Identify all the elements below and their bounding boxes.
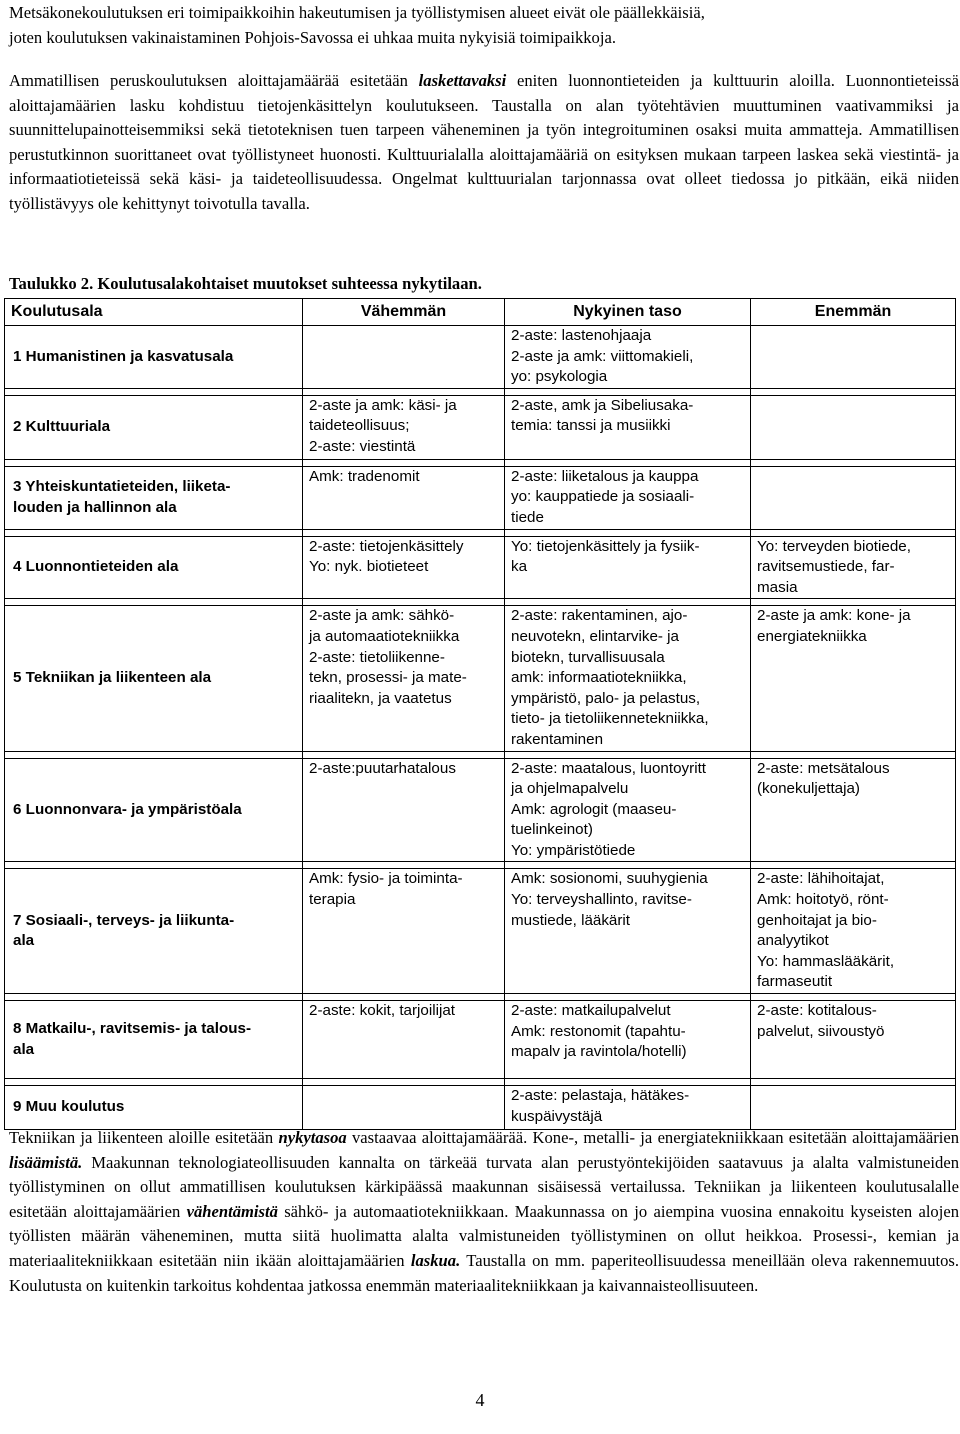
cell-line: 2 Kulttuuriala	[13, 417, 111, 435]
cell-line: 6 Luonnonvara- ja ympäristöala	[13, 800, 242, 818]
intro-paragraph-1-line-1: Metsäkonekoulutuksen eri toimipaikkoihin hakeutumisen ja työllistymisen alueet eivät ole päällekkäisiä,	[9, 3, 705, 22]
spacer-cell	[5, 862, 303, 869]
cell-line: genhoitajat ja bio-	[757, 911, 877, 929]
cell-line: tiede	[511, 508, 544, 526]
row-spacer	[5, 862, 956, 869]
row-spacer	[5, 751, 956, 758]
cell-vahemman	[303, 395, 505, 459]
cell-line: 5 Tekniikan ja liikenteen ala	[13, 669, 212, 687]
cell-line: yo: psykologia	[511, 368, 608, 386]
cell-koulutusala	[5, 869, 303, 994]
spacer-cell	[751, 862, 956, 869]
cell-line: Yo: tietojenkäsittely ja fysiik-	[511, 537, 700, 555]
cell-koulutusala	[5, 536, 303, 599]
cell-line: 2-aste ja amk: käsi- ja	[309, 396, 457, 414]
cell-line: Yo: ympäristötiede	[511, 841, 636, 859]
cell-line: taideteollisuus;	[309, 417, 410, 435]
cell-enemman	[751, 758, 956, 862]
cell-line: 2-aste, amk ja Sibeliusaka-	[511, 396, 694, 414]
education-field-table	[4, 298, 956, 1130]
cell-line: temia: tanssi ja musiikki	[511, 417, 671, 435]
cell-koulutusala	[5, 758, 303, 862]
spacer-cell	[5, 388, 303, 395]
cell-line: 2-aste: tietojenkäsittely	[309, 537, 464, 555]
cell-enemman	[751, 1001, 956, 1079]
emphasis-laskettavaksi: laskettavaksi	[418, 71, 507, 90]
cell-line: tuelinkeinot)	[511, 821, 593, 839]
emphasis-laskua: laskua.	[410, 1250, 461, 1270]
cell-line: 2-aste: lähihoitajat,	[757, 870, 885, 888]
cell-enemman	[751, 536, 956, 599]
cell-koulutusala	[5, 1086, 303, 1130]
cell-line: 2-aste:puutarhatalous	[309, 759, 456, 777]
cell-line: neuvotekn, elintarvike- ja	[511, 627, 679, 645]
intro-paragraph-1-line-2: joten koulutuksen vakinaistaminen Pohjois-Savossa ei uhkaa muita nykyisiä toimipaikkoja.	[9, 27, 616, 47]
cell-line: ravitsemustiede, far-	[757, 558, 895, 576]
cell-koulutusala	[5, 326, 303, 389]
cell-koulutusala	[5, 395, 303, 459]
intro-paragraph-1	[9, 1, 959, 50]
spacer-cell	[751, 751, 956, 758]
spacer-cell	[505, 459, 751, 466]
cell-nykyinen-taso	[505, 395, 751, 459]
cell-koulutusala	[5, 466, 303, 529]
table-row	[5, 326, 956, 389]
header-koulutusala: Koulutusala	[5, 299, 303, 326]
cell-line: 2-aste: metsätalous	[757, 759, 890, 777]
text-segment: Ammatillisen peruskoulutuksen aloittajamäärää esitetään	[9, 71, 419, 90]
row-spacer	[5, 459, 956, 466]
cell-line: ala	[13, 1040, 35, 1058]
cell-line: 2-aste: pelastaja, hätäkes-	[511, 1087, 690, 1105]
cell-line: 9 Muu koulutus	[13, 1098, 125, 1116]
cell-nykyinen-taso	[505, 466, 751, 529]
text-segment: vastaavaa aloittajamäärää. Kone-, metalli- ja energiatekniikkaan esitetään aloittajamäärien	[346, 1128, 960, 1147]
cell-vahemman	[303, 869, 505, 994]
cell-line: Amk: hoitotyö, rönt-	[757, 891, 889, 909]
spacer-cell	[505, 529, 751, 536]
cell-vahemman	[303, 1086, 505, 1130]
header-enemman: Enemmän	[751, 299, 956, 326]
spacer-cell	[751, 388, 956, 395]
spacer-cell	[751, 599, 956, 606]
cell-line: riaalitekn, ja vaatetus	[309, 689, 452, 707]
cell-line: 2-aste: tietoliikenne-	[309, 648, 445, 666]
row-spacer	[5, 529, 956, 536]
cell-enemman	[751, 466, 956, 529]
spacer-cell	[505, 1079, 751, 1086]
text-segment: Tekniikan ja liikenteen aloille esitetään	[9, 1128, 279, 1147]
cell-line: Yo: nyk. biotieteet	[309, 558, 429, 576]
row-spacer	[5, 1079, 956, 1086]
cell-line: masia	[757, 578, 798, 596]
cell-line: ala	[13, 932, 35, 950]
emphasis-vahentamista: vähentämistä	[186, 1201, 278, 1221]
spacer-cell	[5, 459, 303, 466]
cell-enemman	[751, 326, 956, 389]
cell-vahemman	[303, 326, 505, 389]
spacer-cell	[751, 1079, 956, 1086]
spacer-cell	[505, 388, 751, 395]
cell-line: Amk: agrologit (maaseu-	[511, 800, 677, 818]
cell-enemman	[751, 869, 956, 994]
cell-nykyinen-taso	[505, 869, 751, 994]
cell-enemman	[751, 395, 956, 459]
row-spacer	[5, 388, 956, 395]
cell-line: 2-aste: rakentaminen, ajo-	[511, 607, 688, 625]
cell-line: 1 Humanistinen ja kasvatusala	[13, 347, 234, 365]
spacer-cell	[5, 751, 303, 758]
row-spacer	[5, 599, 956, 606]
cell-line: palvelut, siivoustyö	[757, 1022, 885, 1040]
spacer-cell	[303, 459, 505, 466]
cell-vahemman	[303, 758, 505, 862]
cell-line: rakentaminen	[511, 730, 604, 748]
cell-koulutusala	[5, 606, 303, 751]
cell-line: 2-aste ja amk: viittomakieli,	[511, 347, 694, 365]
cell-nykyinen-taso	[505, 1001, 751, 1079]
cell-line: yo: kauppatiede ja sosiaali-	[511, 488, 695, 506]
table-row	[5, 536, 956, 599]
page-number: 4	[475, 1390, 485, 1410]
spacer-cell	[5, 994, 303, 1001]
spacer-cell	[303, 1079, 505, 1086]
cell-line: 2-aste: liiketalous ja kauppa	[511, 467, 699, 485]
cell-line: louden ja hallinnon ala	[13, 498, 177, 516]
closing-paragraph	[9, 1126, 959, 1298]
cell-line: Yo: hammaslääkärit,	[757, 952, 895, 970]
text-segment: eniten luonnontieteiden ja kulttuurin aloilla. Luonnontieteissä aloittajamäärien lasku kohdistuu tietojenkäsittelyn koulutukseen. Taustalla on alan työtehtävien muuttuminen vaativammiksi ja suunnittelupainotteisemmiksi sekä tietoteknisen tuen tarpeen väheneminen ja työn integroituminen osaksi muita ammatteja. Ammatillisen perustutkinnon suorittaneet ovat työllistyneet huonosti. Kulttuurialalla aloittajamääriä on esityksen mukaan tarpeen laskea sekä viestintä- ja informaatiotieteissä sekä käsi- ja taideteollisuudessa. Ongelmat kulttuurialan tarjonnassa ovat olleet tiedossa jo pitkään, eikä niiden työllistävyys ole kehittynyt toivotulla tavalla.	[9, 71, 960, 213]
cell-line: mustiede, lääkärit	[511, 911, 631, 929]
cell-line: ympäristö, palo- ja pelastus,	[511, 689, 701, 707]
spacer-cell	[505, 751, 751, 758]
spacer-cell	[303, 599, 505, 606]
cell-line: 2-aste: kokit, tarjoilijat	[309, 1002, 456, 1020]
cell-line: 2-aste: viestintä	[309, 437, 416, 455]
spacer-cell	[751, 994, 956, 1001]
cell-line: 2-aste ja amk: sähkö-	[309, 607, 455, 625]
spacer-cell	[303, 994, 505, 1001]
table-row	[5, 1001, 956, 1079]
spacer-cell	[751, 459, 956, 466]
cell-line: 2-aste: kotitalous-	[757, 1002, 877, 1020]
cell-line: 8 Matkailu-, ravitsemis- ja talous-	[13, 1019, 252, 1037]
spacer-cell	[303, 388, 505, 395]
cell-line: ja ohjelmapalvelu	[511, 780, 629, 798]
cell-line: 2-aste: matkailupalvelut	[511, 1002, 671, 1020]
table-row	[5, 869, 956, 994]
intro-paragraph-2	[9, 69, 959, 217]
spacer-cell	[505, 862, 751, 869]
cell-line: analyytikot	[757, 932, 829, 950]
spacer-cell	[5, 599, 303, 606]
spacer-cell	[505, 994, 751, 1001]
header-nykyinen-taso: Nykyinen taso	[505, 299, 751, 326]
cell-line: energiatekniikka	[757, 627, 867, 645]
spacer-cell	[5, 1079, 303, 1086]
cell-line: 3 Yhteiskuntatieteiden, liiketa-	[13, 478, 231, 496]
cell-line: biotekn, turvallisuusala	[511, 648, 665, 666]
table-body	[5, 326, 956, 1130]
cell-line: ka	[511, 558, 528, 576]
emphasis-nykytasoa: nykytasoa	[278, 1128, 347, 1147]
table-row	[5, 466, 956, 529]
cell-koulutusala	[5, 1001, 303, 1079]
table-row	[5, 606, 956, 751]
text-segment: sähkö- ja automaatiotekniikkaan. Maakunnassa on jo aiempina vuosina ennakoitu kyseisten alojen työllisten määrän väheneminen, mutta siitä huolimatta alalta valmistuneiden työllistyminen on ollut heikkoa. Prosessi-, kemian ja materiaalitekniikkaan esitetään niin ikään aloittajamäärien	[9, 1201, 959, 1270]
cell-vahemman	[303, 1001, 505, 1079]
spacer-cell	[303, 862, 505, 869]
cell-nykyinen-taso	[505, 326, 751, 389]
spacer-cell	[751, 529, 956, 536]
cell-line: Amk: tradenomit	[309, 467, 420, 485]
cell-vahemman	[303, 536, 505, 599]
cell-line: Amk: sosionomi, suuhygienia	[511, 870, 708, 888]
cell-line: kuspäivystäjä	[511, 1107, 603, 1125]
cell-nykyinen-taso	[505, 758, 751, 862]
text-segment: Maakunnan teknologiateollisuuden kannalta on tärkeää turvata alan perustyöntekijöiden saatavuus ja alalta valmistuneiden työllistyminen on ollut ammatillisen koulutuksen kärkipäässä maakunnan sisäisessä vertailussa. Tekniikan ja liikenteen koulutusalalle esitetään aloittajamäärien	[9, 1152, 959, 1221]
cell-line: tieto- ja tietoliikennetekniikka,	[511, 710, 709, 728]
cell-line: tekn, prosessi- ja mate-	[309, 669, 467, 687]
cell-line: farmaseutit	[757, 973, 833, 991]
cell-nykyinen-taso	[505, 536, 751, 599]
cell-line: 2-aste: maatalous, luontoyritt	[511, 759, 707, 777]
cell-line: Yo: terveyden biotiede,	[757, 537, 911, 555]
cell-line: ja automaatiotekniikka	[309, 627, 460, 645]
cell-line: Amk: fysio- ja toiminta-	[309, 870, 463, 888]
cell-line: 2-aste: lastenohjaaja	[511, 327, 652, 344]
table-row	[5, 1086, 956, 1130]
cell-vahemman	[303, 606, 505, 751]
emphasis-lisaamista: lisäämistä.	[9, 1152, 83, 1172]
table-header-row	[5, 299, 956, 326]
header-vahemman: Vähemmän	[303, 299, 505, 326]
cell-line: Yo: terveyshallinto, ravitse-	[511, 891, 692, 909]
cell-enemman	[751, 1086, 956, 1130]
cell-line: Amk: restonomit (tapahtu-	[511, 1022, 686, 1040]
spacer-cell	[505, 599, 751, 606]
cell-line: 7 Sosiaali-, terveys- ja liikunta-	[13, 911, 235, 929]
spacer-cell	[303, 751, 505, 758]
cell-line: amk: informaatiotekniikka,	[511, 669, 687, 687]
row-spacer	[5, 994, 956, 1001]
cell-line: mapalv ja ravintola/hotelli)	[511, 1043, 687, 1061]
cell-vahemman	[303, 466, 505, 529]
cell-nykyinen-taso	[505, 606, 751, 751]
table-caption: Taulukko 2. Koulutusalakohtaiset muutokset suhteessa nykytilaan.	[9, 274, 482, 293]
cell-line: 2-aste ja amk: kone- ja	[757, 607, 911, 625]
text-segment: Taustalla on mm. paperiteollisuudessa meneillään oleva rakennemuutos. Koulutusta on kuitenkin tarkoitus kohdentaa jatkossa enemmän materiaalitekniikkaan ja kaivannaisteollisuuteen.	[9, 1250, 959, 1295]
spacer-cell	[5, 529, 303, 536]
cell-enemman	[751, 606, 956, 751]
cell-line: 4 Luonnontieteiden ala	[13, 558, 179, 576]
table-row	[5, 758, 956, 862]
cell-line: terapia	[309, 891, 356, 909]
cell-nykyinen-taso	[505, 1086, 751, 1130]
spacer-cell	[303, 529, 505, 536]
cell-line: (konekuljettaja)	[757, 780, 860, 798]
table-row	[5, 395, 956, 459]
